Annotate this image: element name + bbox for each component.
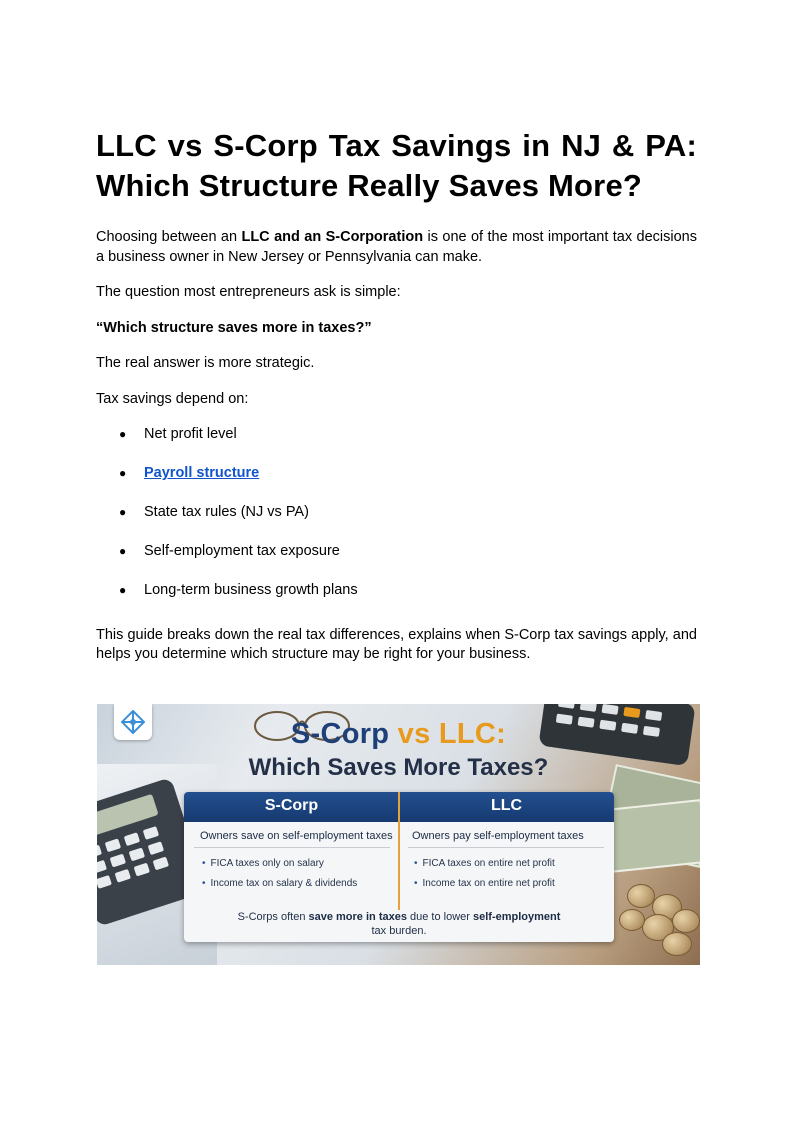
coin-icon (619, 909, 645, 931)
guide-paragraph: This guide breaks down the real tax differences, explains when S-Corp tax savings apply, and helps you determine which structure may be right for your business. (96, 626, 697, 662)
llc-item: • Income tax on entire net profit (414, 878, 555, 889)
scorp-item-text: Income tax on salary & dividends (210, 878, 358, 889)
factor-text: State tax rules (NJ vs PA) (144, 504, 309, 520)
bullet-icon: ● (119, 583, 127, 597)
foot-text: tax burden. (371, 925, 427, 937)
llc-item-text: Income tax on entire net profit (422, 878, 555, 889)
column-header-scorp: S-Corp (264, 797, 319, 814)
foot-text: due to lower (406, 911, 473, 923)
intro-suffix: is one of the most important tax decisions a business owner in New Jersey or Pennsylvania can make. (96, 229, 697, 265)
comparison-conclusion (184, 910, 614, 938)
coin-icon (672, 909, 700, 933)
list-item (96, 581, 697, 601)
title-vs-llc: vs LLC: (389, 718, 507, 750)
intro-paragraph (96, 228, 697, 267)
comparison-card (184, 792, 614, 942)
factor-list (96, 425, 697, 601)
llc-item-text: FICA taxes on entire net profit (422, 858, 555, 869)
depends-label: Tax savings depend on: (96, 390, 249, 407)
summary-divider (408, 847, 604, 848)
coin-icon (662, 932, 692, 956)
question-text: “Which structure saves more in taxes?” (96, 319, 372, 336)
infographic-image (97, 704, 700, 965)
question-intro: The question most entrepreneurs ask is simple: (96, 284, 401, 300)
factor-text: Self-employment tax exposure (144, 543, 340, 559)
bullet-icon: ● (119, 466, 127, 480)
document-body (96, 126, 697, 665)
scorp-item-text: FICA taxes only on salary (210, 858, 324, 869)
page-title: LLC vs S-Corp Tax Savings in NJ & PA: Which Structure Really Saves More? (96, 128, 697, 203)
scorp-item: • Income tax on salary & dividends (202, 878, 358, 889)
factor-text: Long-term business growth plans (144, 582, 358, 598)
list-item (96, 425, 697, 445)
bullet-icon: ● (119, 544, 127, 558)
intro-prefix: Choosing between an (96, 229, 242, 245)
infographic-subtitle: Which Saves More Taxes? (248, 754, 549, 781)
answer-text: The real answer is more strategic. (96, 355, 315, 371)
bullet-icon: ● (119, 505, 127, 519)
factor-text: Net profit level (144, 426, 237, 442)
foot-bold: self-employment (473, 911, 561, 923)
column-header-llc: LLC (490, 797, 523, 814)
payroll-structure-link[interactable]: Payroll structure (144, 465, 260, 481)
scorp-item: • FICA taxes only on salary (202, 858, 324, 869)
bullet-icon: ● (119, 427, 127, 441)
intro-bold: LLC and an S-Corporation (241, 229, 424, 245)
list-item (96, 542, 697, 562)
title-scorp: S-Corp (290, 718, 390, 750)
foot-text: S-Corps often (237, 911, 309, 923)
column-divider (398, 792, 400, 910)
coin-icon (627, 884, 655, 908)
list-item (96, 464, 697, 484)
foot-bold: save more in taxes (308, 911, 407, 923)
infographic-title (97, 718, 700, 751)
llc-item: • FICA taxes on entire net profit (414, 858, 555, 869)
llc-summary: Owners pay self-employment taxes (412, 830, 584, 842)
summary-divider (194, 847, 390, 848)
cash-icon (603, 799, 700, 873)
list-item (96, 503, 697, 523)
scorp-summary: Owners save on self-employment taxes (200, 830, 393, 842)
